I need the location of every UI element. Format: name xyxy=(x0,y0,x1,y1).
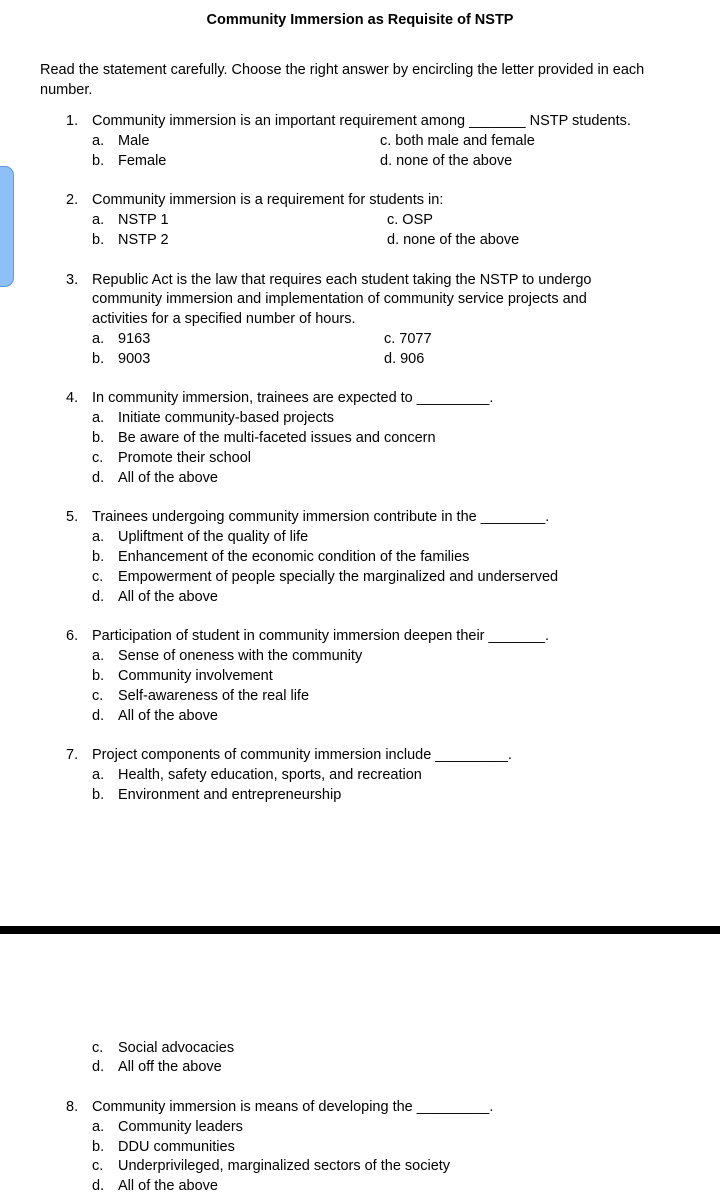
option-c-text: Empowerment of people specially the marginalized and underserved xyxy=(118,569,559,585)
question-number: 1. xyxy=(66,113,79,129)
option-b-text: NSTP 2 xyxy=(118,232,169,248)
question-stem-line-3: activities for a specified number of hours. xyxy=(92,311,356,327)
option-a-text: Health, safety education, sports, and recreation xyxy=(118,767,422,783)
question-stem: Trainees undergoing community immersion contribute in the ________. xyxy=(92,509,550,525)
option-a-letter[interactable]: a. xyxy=(92,767,105,783)
option-c-text: Social advocacies xyxy=(118,1040,235,1056)
question-number: 2. xyxy=(66,192,79,208)
option-d-letter[interactable]: d. xyxy=(92,470,105,486)
option-b-letter[interactable]: b. xyxy=(92,351,105,367)
option-a-letter[interactable]: a. xyxy=(92,410,105,426)
option-a-letter[interactable]: a. xyxy=(92,1119,105,1135)
option-a-letter[interactable]: a. xyxy=(92,331,105,347)
question-stem: In community immersion, trainees are expected to _________. xyxy=(92,390,494,406)
option-d[interactable]: d. none of the above xyxy=(380,153,513,169)
option-b-letter[interactable]: b. xyxy=(92,232,105,248)
option-d-letter[interactable]: d. xyxy=(92,589,105,605)
option-d[interactable]: d. none of the above xyxy=(387,232,520,248)
option-d-text: All off the above xyxy=(118,1059,222,1075)
question-stem-line-1: Republic Act is the law that requires each student taking the NSTP to undergo xyxy=(92,272,592,288)
option-a-text: 9163 xyxy=(118,331,151,347)
option-a-letter[interactable]: a. xyxy=(92,648,105,664)
question-number: 7. xyxy=(66,747,79,763)
option-c-text: Promote their school xyxy=(118,450,251,466)
option-a-text: Sense of oneness with the community xyxy=(118,648,363,664)
option-d-text: All of the above xyxy=(118,589,218,605)
question-number: 5. xyxy=(66,509,79,525)
option-b-text: Be aware of the multi-faceted issues and concern xyxy=(118,430,436,446)
page-break-divider xyxy=(0,926,720,934)
option-a-text: Initiate community-based projects xyxy=(118,410,334,426)
option-c-letter[interactable]: c. xyxy=(92,450,104,466)
option-c-letter[interactable]: c. xyxy=(92,569,104,585)
option-a-text: Upliftment of the quality of life xyxy=(118,529,309,545)
option-a-letter[interactable]: a. xyxy=(92,133,105,149)
option-b-text: Enhancement of the economic condition of the families xyxy=(118,549,470,565)
option-b-letter[interactable]: b. xyxy=(92,668,105,684)
question-number: 3. xyxy=(66,272,79,288)
option-b-text: 9003 xyxy=(118,351,151,367)
question-number: 4. xyxy=(66,390,79,406)
option-b-letter[interactable]: b. xyxy=(92,1139,105,1155)
option-b-text: Community involvement xyxy=(118,668,273,684)
option-d-text: All of the above xyxy=(118,708,218,724)
option-b-letter[interactable]: b. xyxy=(92,153,105,169)
question-stem: Project components of community immersion include _________. xyxy=(92,747,512,763)
option-d[interactable]: d. 906 xyxy=(384,351,425,367)
option-c[interactable]: c. 7077 xyxy=(384,331,432,347)
question-stem: Participation of student in community immersion deepen their _______. xyxy=(92,628,550,644)
option-c-letter[interactable]: c. xyxy=(92,688,104,704)
option-b-letter[interactable]: b. xyxy=(92,787,105,803)
question-number: 8. xyxy=(66,1099,79,1115)
option-d-letter[interactable]: d. xyxy=(92,1059,105,1075)
option-c[interactable]: c. OSP xyxy=(387,212,433,228)
option-c-letter[interactable]: c. xyxy=(92,1158,104,1174)
option-a-text: Male xyxy=(118,133,150,149)
option-b-letter[interactable]: b. xyxy=(92,549,105,565)
question-number: 6. xyxy=(66,628,79,644)
side-scroll-tab[interactable] xyxy=(0,166,14,287)
option-a-letter[interactable]: a. xyxy=(92,212,105,228)
option-d-text: All of the above xyxy=(118,1178,218,1194)
option-b-text: DDU communities xyxy=(118,1139,235,1155)
question-stem-line-2: community immersion and implementation of community service projects and xyxy=(92,291,587,307)
question-stem: Community immersion is a requirement for students in: xyxy=(92,192,444,208)
option-c-letter[interactable]: c. xyxy=(92,1040,104,1056)
option-b-text: Environment and entrepreneurship xyxy=(118,787,342,803)
option-b-letter[interactable]: b. xyxy=(92,430,105,446)
option-d-letter[interactable]: d. xyxy=(92,1178,105,1194)
option-a-text: NSTP 1 xyxy=(118,212,169,228)
option-c-text: Self-awareness of the real life xyxy=(118,688,310,704)
option-a-letter[interactable]: a. xyxy=(92,529,105,545)
option-d-text: All of the above xyxy=(118,470,218,486)
question-stem: Community immersion is means of developing the _________. xyxy=(92,1099,494,1115)
page-title: Community Immersion as Requisite of NSTP xyxy=(206,12,514,28)
option-d-letter[interactable]: d. xyxy=(92,708,105,724)
option-c[interactable]: c. both male and female xyxy=(380,133,535,149)
question-stem: Community immersion is an important requirement among _______ NSTP students. xyxy=(92,113,631,129)
option-c-text: Underprivileged, marginalized sectors of the society xyxy=(118,1158,451,1174)
option-a-text: Community leaders xyxy=(118,1119,243,1135)
instructions: Read the statement carefully. Choose the right answer by encircling the letter provided in each number. xyxy=(40,62,645,98)
option-b-text: Female xyxy=(118,153,167,169)
